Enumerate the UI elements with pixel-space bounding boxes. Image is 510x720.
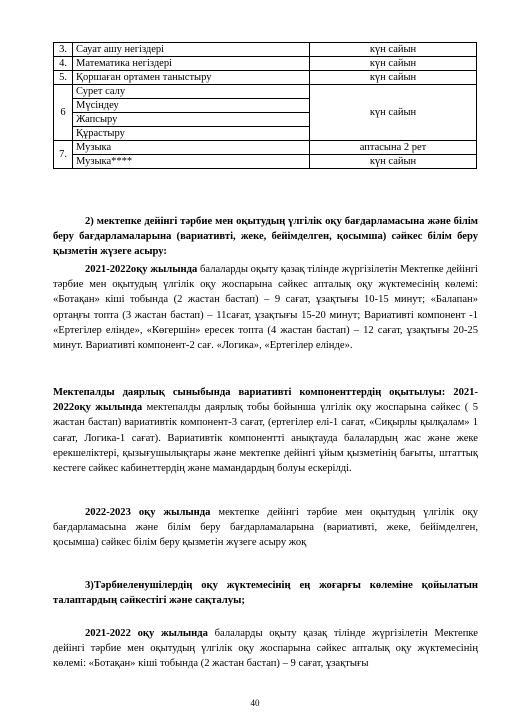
frequency-cell: күн сайын: [310, 43, 477, 57]
frequency-cell: күн сайын: [310, 85, 477, 141]
section-3-heading: [53, 578, 478, 608]
row-number: 3.: [54, 43, 73, 57]
year-label: 2022-2023 оқу жылында: [85, 507, 211, 518]
frequency-cell: күн сайын: [310, 71, 477, 85]
heading-text: 2) мектепке дейінгі тәрбие мен оқытудың үлгілік оқу бағдарламасына және білім беру бағдарламаларына (вариативті, жеке, бейімделген, қосымша) сәйкес білім беру қызметін жүзеге асыру:: [53, 216, 478, 258]
row-number: 4.: [54, 57, 73, 71]
page-number: 40: [250, 698, 260, 708]
year-label: 2021-2022оқу жылында: [53, 387, 478, 414]
subject-cell: Құрастыру: [73, 127, 310, 141]
subject-cell: Қоршаған ортамен таныстыру: [73, 71, 310, 85]
paragraph-text: балаларды оқыту қазақ тілінде жүргізілетін Мектепке дейінгі тәрбие мен оқытудың үлгілік оқу жоспарына сәйкес апталық оқу жүктемесінің көлемі: «Ботақан» кіші тобында (2 жастан бастап) – 9 сағат, ұзақтығы 10-15 минут; «Балапан» ортаңғы топта (3 жастан бастап) – 11сағат, ұзақтығы 15-20 минут; Вариативті компонент -1 «Ертегілер елінде», «Көгершін» ересек топта (4 жастан бастап) – 12 сағат, ұзақтығы 20-25 минут. Вариативті компонент-2 сағ. «Логика», «Ертегілер елінде».: [53, 264, 478, 352]
curriculum-table: [53, 42, 477, 169]
paragraph-text: мектепалды даярлық тобы бойынша үлгілік оқу жоспарына сәйкес ( 5 жастан бастап) вариативтік компонент-3 сағат, (ертегілер елі-1 сағат, «Сиқырлы қылқалам» 1 сағат, Логика-1 сағат). Вариативтік компонентті анықтауда балалардың жас және жеке ерекшеліктері, қызығушылықтары және мектепке дейінгі ұйым қызметінің бағыты, штаттық кестеге сәйкес кабинеттердің және мамандардың болуы ескерілді.: [53, 402, 478, 475]
section-2-heading: [53, 214, 478, 260]
row-number: 5.: [54, 71, 73, 85]
subject-cell: Музыка: [73, 141, 310, 155]
table-row: [54, 71, 477, 85]
paragraph-text: балаларды оқыту қазақ тілінде жүргізілетін Мектепке дейінгі тәрбие мен оқытудың үлгілік оқу жоспарына сәйкес апталық оқу жүктемесінің көлемі: «Ботақан» кіші тобында (2 жастан бастап) – 9 сағат, ұзақтығы: [53, 628, 478, 670]
table-row: [54, 141, 477, 155]
frequency-cell: күн сайын: [310, 57, 477, 71]
subject-cell: Жапсыру: [73, 113, 310, 127]
subject-cell: Сауат ашу негіздері: [73, 43, 310, 57]
paragraph-2021-2022: [53, 262, 478, 353]
paragraph-preschool-variative: [53, 385, 478, 476]
table-row: [54, 43, 477, 57]
table-row: [54, 155, 477, 169]
row-number: 7.: [54, 141, 73, 169]
paragraph-text: мектепке дейінгі тәрбие мен оқытудың үлгілік оқу бағдарламасына және білім беру бағдарламаларына (вариативті, жеке, бейімделген, қосымша) сәйкес білім беру қызметін жүзеге асыру жоқ: [53, 507, 478, 549]
year-label: 2021-2022 оқу жылында: [85, 628, 208, 639]
frequency-cell: аптасына 2 рет: [310, 141, 477, 155]
row-number: 6: [54, 85, 73, 141]
paragraph-2022-2023: [53, 505, 478, 551]
paragraph-2021-2022-load: [53, 626, 478, 672]
subject-cell: Музыка****: [73, 155, 310, 169]
year-label: 2021-2022оқу жылында: [85, 264, 198, 275]
subject-cell: Мүсіндеу: [73, 99, 310, 113]
table-row: [54, 57, 477, 71]
table-row: [54, 85, 477, 99]
subject-cell: Математика негіздері: [73, 57, 310, 71]
subject-cell: Сурет салу: [73, 85, 310, 99]
heading-text: 3)Тәрбиеленушілердің оқу жүктемесінің ең жоғарғы көлеміне қойылатын талаптардың сәйкестігі және сақталуы;: [53, 580, 478, 607]
frequency-cell: күн сайын: [310, 155, 477, 169]
bold-heading: Мектепалды даярлық сыныбында вариативті компоненттердің оқытылуы:: [53, 387, 446, 398]
